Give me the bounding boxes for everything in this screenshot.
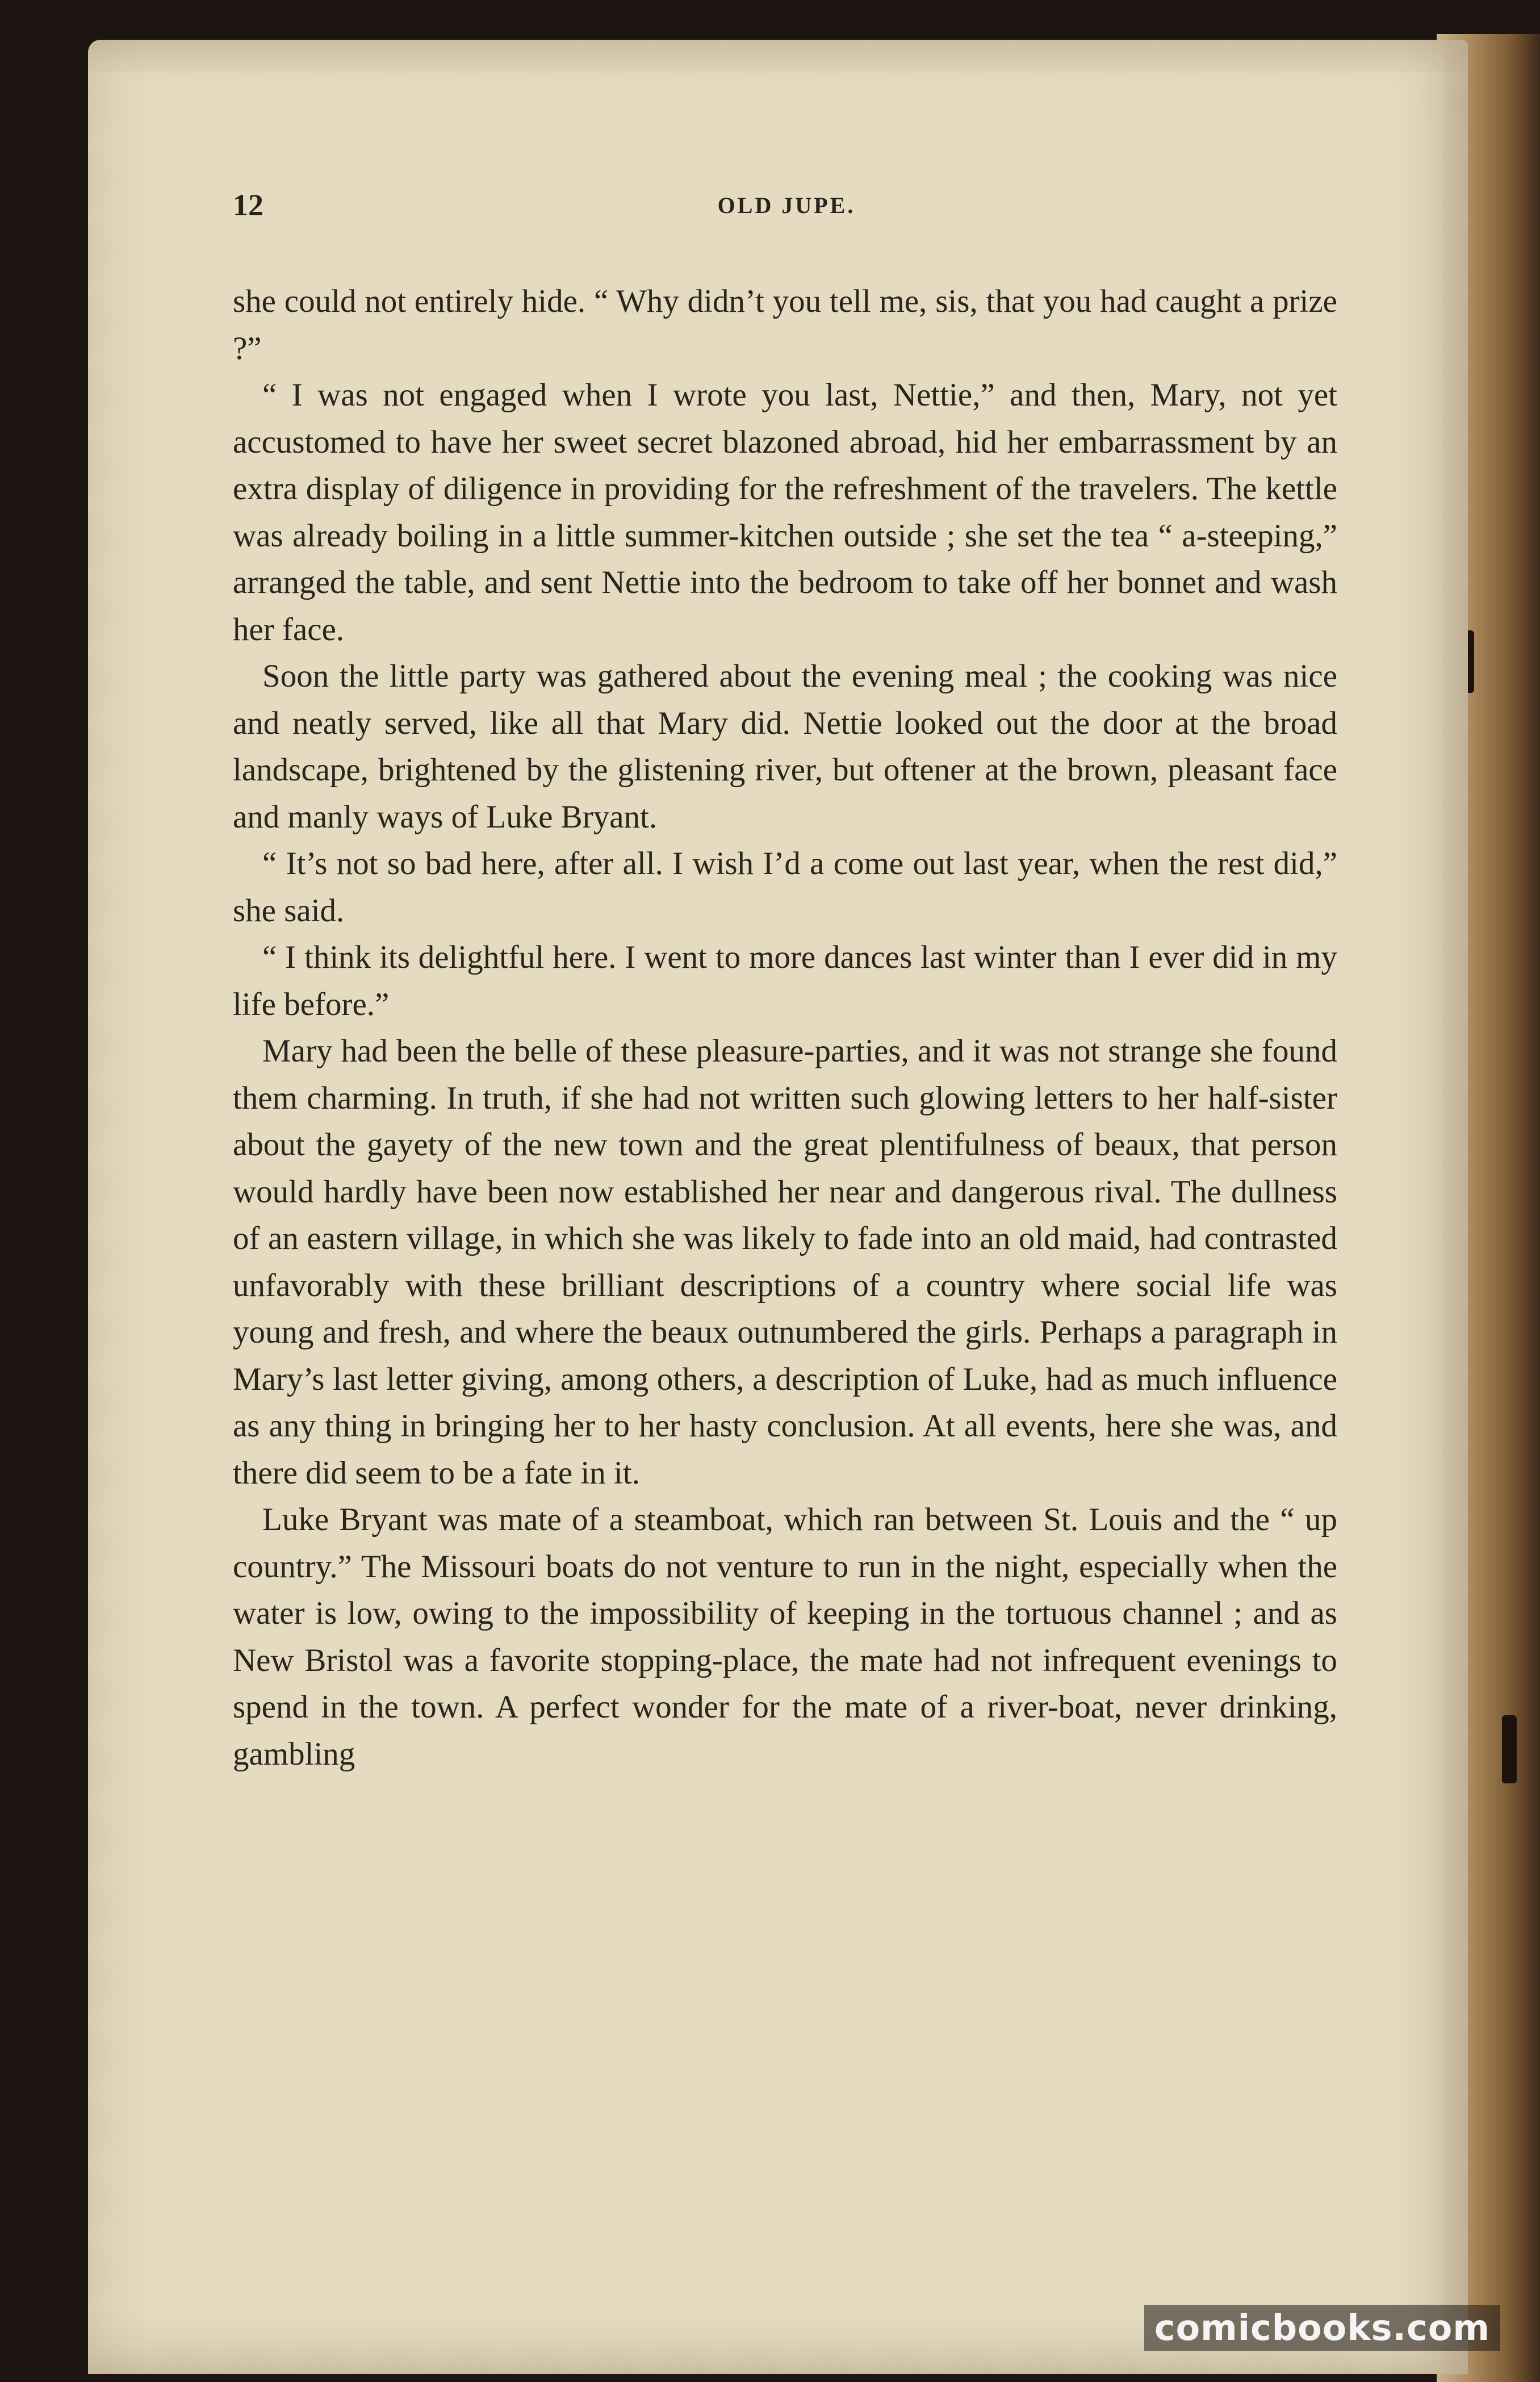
page-number: 12 bbox=[233, 188, 263, 222]
running-title: OLD JUPE. bbox=[717, 193, 856, 218]
binding-thread-bottom bbox=[1502, 1715, 1517, 1783]
paragraph: Luke Bryant was mate of a steamboat, which ran between St. Louis and the “ up country.” The Missouri boats do not venture to run in the night, especially when the water is low, owing to the impossibility of keeping in the tortuous channel ; and as New Bristol was a favorite stopping-place, the mate had not infrequent evenings to spend in the town. A perfect wonder for the mate of a river-boat, never drinking, gambling bbox=[233, 1502, 1337, 1772]
paragraph: Mary had been the belle of these pleasure-parties, and it was not strange she found them charming. In truth, if she had not written such glowing letters to her half-sister about the gayety of the new town and the great plentifulness of beaux, that person would hardly have been now established her near and dangerous rival. The dullness of an eastern village, in which she was likely to fade into an old maid, had contrasted unfavorably with these brilliant descriptions of a country where social life was young and fresh, and where the beaux outnumbered the girls. Perhaps a paragraph in Mary’s last letter giving, among others, a description of Luke, had as much influence as any thing in bringing her to her hasty conclusion. At all events, here she was, and there did seem to be a fate in it. bbox=[233, 1033, 1337, 1491]
paragraph: Soon the little party was gathered about the evening meal ; the cooking was nice and neatly served, like all that Mary did. Nettie looked out the door at the broad landscape, brightened by the glistening river, but oftener at the brown, pleasant face and manly ways of Luke Bryant. bbox=[233, 658, 1337, 835]
paragraph: “ It’s not so bad here, after all. I wish I’d a come out last year, when the rest did,” she said. bbox=[233, 846, 1337, 929]
watermark: comicbooks.com bbox=[1144, 2305, 1500, 2351]
paragraph: “ I think its delightful here. I went to more dances last winter than I ever did in my life before.” bbox=[233, 939, 1337, 1022]
paragraph: she could not entirely hide. “ Why didn’t you tell me, sis, that you had caught a prize ?” bbox=[233, 283, 1337, 366]
page-body bbox=[233, 278, 1337, 1778]
running-head bbox=[233, 187, 1340, 239]
paragraph: “ I was not engaged when I wrote you last, Nettie,” and then, Mary, not yet accustomed to have her sweet secret blazoned abroad, hid her embarrassment by an extra display of diligence in providing for the refreshment of the travelers. The kettle was already boiling in a little summer-kitchen outside ; she set the tea “ a-steeping,” arranged the table, and sent Nettie into the bedroom to take off her bonnet and wash her face. bbox=[233, 377, 1337, 647]
